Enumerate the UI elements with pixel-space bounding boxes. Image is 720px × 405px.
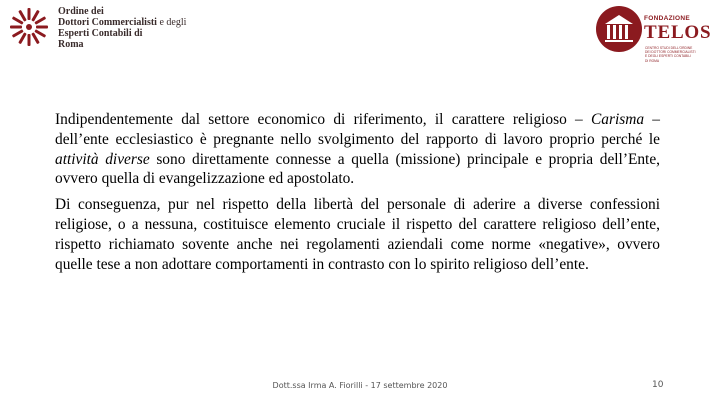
org-line-3: Esperti Contabili di — [58, 28, 143, 39]
org-line-2-bold: Dottori Commercialisti — [58, 17, 157, 28]
p1-italic-attivita: attività diverse — [55, 150, 150, 168]
telos-name: TELOS — [644, 22, 712, 43]
temple-icon — [596, 6, 642, 52]
telos-sub-line-1: CENTRO STUDI DELL'ORDINE — [645, 46, 693, 50]
org-line-2-rest: e degli — [156, 17, 187, 28]
footer-author: Dott.ssa Irma A. Fiorilli - 17 settembre 2020 — [272, 381, 448, 390]
order-logo-icon — [8, 6, 50, 48]
telos-subtitle — [645, 46, 715, 63]
telos-logo — [596, 6, 716, 66]
telos-fondazione: FONDAZIONE — [644, 15, 690, 22]
slide-body — [55, 110, 660, 280]
paragraph-1 — [55, 110, 660, 189]
p1-part-e: sono direttamente connesse a quella (missione) principale e propria dell’Ente, ovvero quella di evangelizzazione ed apostolato. — [55, 150, 660, 188]
telos-sub-line-3: E DEGLI ESPERTI CONTABILI — [645, 54, 692, 59]
telos-sub-line-2: DEI DOTTORI COMMERCIALISTI — [645, 50, 696, 55]
page-number: 10 — [652, 380, 664, 390]
telos-emblem-icon — [596, 6, 642, 52]
header-left — [8, 6, 186, 50]
paragraph-2: Di conseguenza, pur nel rispetto della libertà del personale di aderire a diverse confessioni religiose, o a nessuna, costituisce elemento cruciale il rispetto del carattere religioso dell’ente, rispetto richiamato sovente anche nei regolamenti aziendali come norme «negative», ovvero quelle tese a non adottare comportamenti in contrasto con lo spirito religioso dell’ente. — [55, 196, 660, 273]
org-line-1: Ordine dei — [58, 6, 104, 17]
p1-italic-carisma: Carisma — [591, 111, 645, 128]
org-line-2 — [58, 17, 186, 28]
p1-part-a: Indipendentemente dal settore economico di riferimento, il carattere religioso – — [55, 111, 592, 128]
p1-part-c: – dell’ente ecclesiastico è pregnante nello svolgimento del rapporto di lavoro proprio perché le — [55, 111, 661, 148]
telos-sub-line-4: DI ROMA — [645, 58, 660, 63]
org-line-4: Roma — [58, 39, 84, 50]
org-name — [58, 6, 186, 50]
